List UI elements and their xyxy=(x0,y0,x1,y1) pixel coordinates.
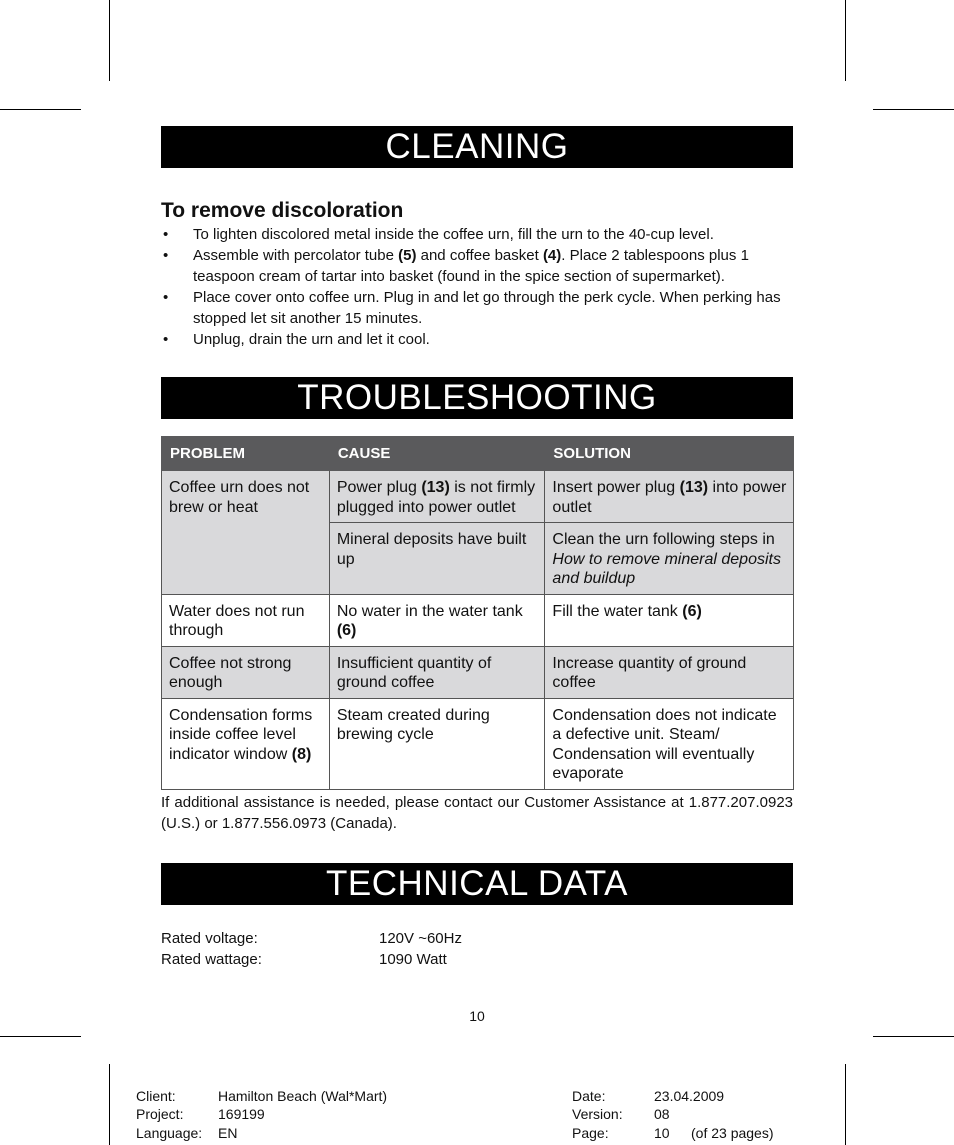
cell-text: Coffee urn does not brew or heat xyxy=(169,479,310,516)
customer-assistance-text: If additional assistance is needed, please contact our Customer Assistance at 1.877.207.0923 (U.S.) or 1.877.556.0973 (Canada). xyxy=(161,794,793,832)
problem-cell xyxy=(162,646,330,698)
step-text: Assemble with percolator tube xyxy=(193,247,399,264)
list-item xyxy=(161,287,793,329)
crop-mark xyxy=(109,1064,110,1145)
cell-text: No water in the water tank xyxy=(336,602,523,620)
rated-wattage-label: Rated wattage: xyxy=(161,951,262,968)
part-ref: (5) xyxy=(398,247,417,264)
table-row xyxy=(162,594,794,646)
crop-mark xyxy=(0,109,81,110)
subheading-discoloration: To remove discoloration xyxy=(161,199,404,222)
part-ref: (13) xyxy=(679,479,709,496)
section-header-technical-data: TECHNICAL DATA xyxy=(161,863,793,905)
cell-text: Power plug xyxy=(336,479,422,496)
part-ref: (8) xyxy=(291,745,312,763)
solution-cell xyxy=(545,523,794,595)
section-header-troubleshooting: TROUBLESHOOTING xyxy=(161,377,793,419)
section-header-cleaning: CLEANING xyxy=(161,126,793,168)
footer-date-value: 23.04.2009 xyxy=(654,1088,725,1104)
table-row xyxy=(162,698,794,789)
problem-cell xyxy=(162,594,330,646)
bullet-icon: • xyxy=(163,247,169,264)
crop-mark xyxy=(873,1036,954,1037)
cause-cell xyxy=(329,523,545,595)
list-item xyxy=(161,245,793,287)
solution-cell xyxy=(545,698,794,789)
bullet-icon: • xyxy=(163,289,169,306)
cell-text: Insert power plug xyxy=(552,479,680,496)
cell-text: into power outlet xyxy=(552,479,787,516)
step-text: To lighten discolored metal inside the coffee urn, fill the urn to the 40-cup level. xyxy=(193,226,714,243)
cell-text: Mineral deposits have built up xyxy=(336,531,527,568)
table-row xyxy=(162,646,794,698)
cell-text: Clean the urn following steps in xyxy=(552,531,775,548)
footer-project-label: Project: xyxy=(136,1106,184,1122)
troubleshooting-table xyxy=(161,436,794,790)
cell-text: Steam created during brewing cycle xyxy=(336,706,490,743)
step-text: and coffee basket xyxy=(416,247,543,264)
footer-client-label: Client: xyxy=(136,1088,176,1104)
table-header-row xyxy=(162,437,794,471)
footer-project-value: 169199 xyxy=(218,1106,265,1122)
solution-cell xyxy=(545,646,794,698)
list-item xyxy=(161,224,793,245)
bullet-icon: • xyxy=(163,331,169,348)
rated-wattage-value: 1090 Watt xyxy=(379,951,447,968)
cause-cell xyxy=(329,698,545,789)
cell-text: Condensation forms inside coffee level indicator window xyxy=(169,706,313,763)
footer-language-value: EN xyxy=(218,1125,238,1141)
column-header-solution: SOLUTION xyxy=(545,437,794,471)
footer-language-label: Language: xyxy=(136,1125,203,1141)
step-text: Unplug, drain the urn and let it cool. xyxy=(193,331,430,348)
rated-voltage-value: 120V ~60Hz xyxy=(379,930,462,947)
page-number: 10 xyxy=(469,1008,485,1024)
crop-mark xyxy=(109,0,110,81)
cell-text: Fill the water tank xyxy=(552,602,683,620)
reference-link-text: How to remove mineral deposits and buildup xyxy=(552,550,781,587)
table-row xyxy=(162,471,794,523)
footer-page-label: Page: xyxy=(572,1125,609,1141)
part-ref: (6) xyxy=(336,622,357,639)
list-item xyxy=(161,329,793,350)
crop-mark xyxy=(873,109,954,110)
problem-cell xyxy=(162,698,330,789)
footer-version-value: 08 xyxy=(654,1106,670,1122)
cell-text: is not firmly plugged into power outlet xyxy=(336,479,536,516)
solution-cell xyxy=(545,594,794,646)
part-ref: (4) xyxy=(542,247,562,264)
crop-mark xyxy=(0,1036,81,1037)
cell-text: Water does not run through xyxy=(169,602,305,639)
part-ref: (13) xyxy=(421,479,450,496)
footer-date-label: Date: xyxy=(572,1088,606,1104)
cleaning-steps-list xyxy=(161,224,793,350)
crop-mark xyxy=(845,0,846,81)
crop-mark xyxy=(845,1064,846,1145)
footer-client-value: Hamilton Beach (Wal*Mart) xyxy=(218,1088,388,1104)
part-ref: (6) xyxy=(682,602,702,620)
cause-cell xyxy=(329,471,545,523)
column-header-cause: CAUSE xyxy=(329,437,545,471)
column-header-problem: PROBLEM xyxy=(162,437,330,471)
step-text: Place cover onto coffee urn. Plug in and let go through the perk cycle. When perking has stopped let sit another 15 minutes. xyxy=(193,289,781,327)
cause-cell xyxy=(329,646,545,698)
cell-text: Coffee not strong enough xyxy=(169,654,292,691)
bullet-icon: • xyxy=(163,226,169,243)
cell-text: Condensation does not indicate a defective unit. Steam/ Condensation will eventually evaporate xyxy=(552,706,777,782)
cell-text: Increase quantity of ground coffee xyxy=(552,654,747,691)
cell-text: Insufficient quantity of ground coffee xyxy=(336,654,492,691)
footer-page-total: (of 23 pages) xyxy=(691,1125,774,1141)
cause-cell xyxy=(329,594,545,646)
step-text: . Place 2 tablespoons plus 1 teaspoon cream of tartar into basket (found in the spice section of supermarket). xyxy=(193,247,749,285)
footer-page-value: 10 xyxy=(654,1125,670,1141)
rated-voltage-label: Rated voltage: xyxy=(161,930,258,947)
problem-cell xyxy=(162,471,330,595)
solution-cell xyxy=(545,471,794,523)
footer-version-label: Version: xyxy=(572,1106,623,1122)
